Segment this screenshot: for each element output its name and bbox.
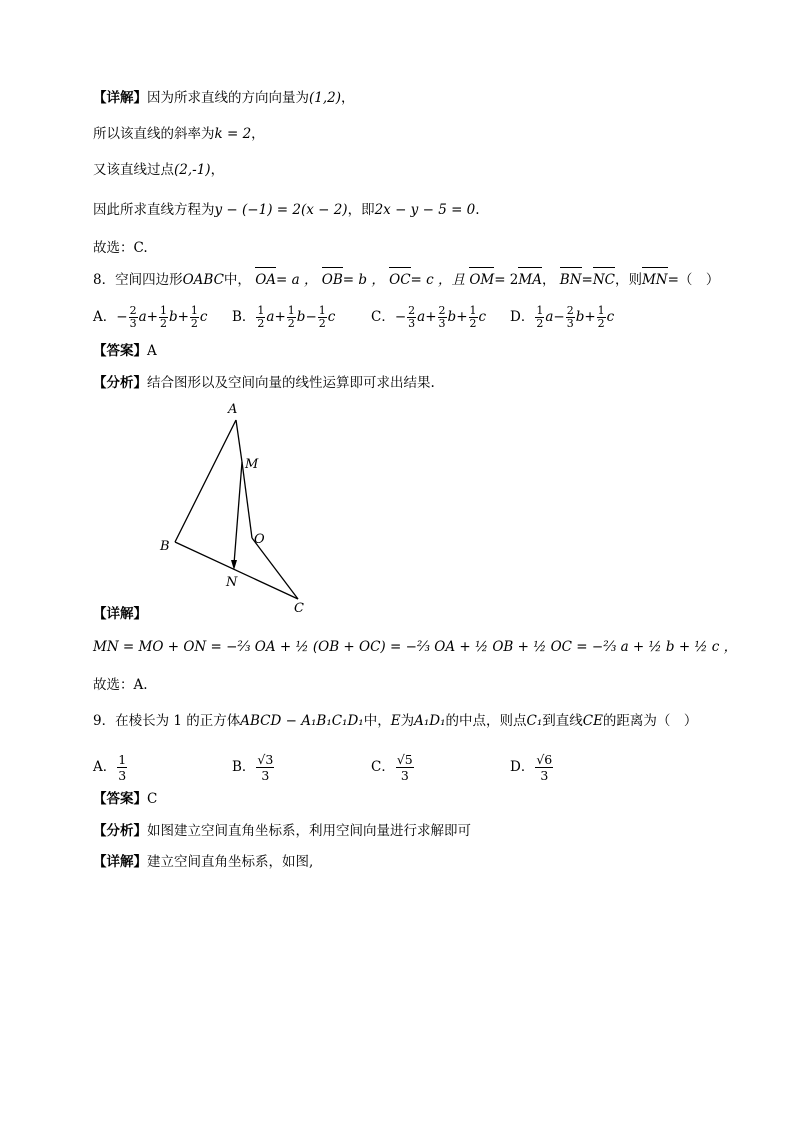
- fraction: $\frac{1}{2}$: [597, 304, 605, 330]
- q8-detail-formula: MN = MO + ON = −⅔ OA + ½ (OB + OC) = −⅔ OA + ½ OB + ½ OC = −⅔ a + ½ b + ½ c ，: [93, 639, 738, 655]
- q9-option-d: D． $\frac{√6}{3}$: [510, 752, 553, 783]
- q7-point-line: 又该直线过点(2,-1)，: [93, 162, 225, 178]
- q9-option-b: B． $\frac{√3}{3}$: [232, 752, 274, 783]
- fraction: $\frac{2}{3}$: [129, 304, 137, 330]
- label-A: A: [228, 402, 238, 417]
- fraction: $\frac{1}{3}$: [118, 752, 127, 783]
- q7-slope-line: 所以该直线的斜率为k = 2，: [93, 126, 265, 142]
- label-O: O: [254, 532, 265, 547]
- q8-analysis: 【分析】结合图形以及空间向量的线性运算即可求出结果.: [93, 375, 435, 391]
- q8-stem: 8．空间四边形OABC中， OA= a ， OB= b ， OC= c ，且 OM= 2MA， BN=NC，则MN=（ ）: [93, 272, 720, 288]
- fraction: $\frac{2}{3}$: [438, 304, 446, 330]
- q8-choice: 故选：A.: [93, 677, 148, 693]
- fraction: $\frac{1}{2}$: [469, 304, 477, 330]
- label-C: C: [294, 601, 304, 616]
- q8-answer: 【答案】A: [93, 343, 157, 359]
- label-B: B: [160, 539, 170, 554]
- label-N: N: [226, 575, 238, 590]
- fraction: $\frac{1}{2}$: [257, 304, 265, 330]
- fraction: $\frac{1}{2}$: [287, 304, 295, 330]
- label-M: M: [245, 457, 259, 472]
- q7-choice-line: 故选：C.: [93, 240, 148, 256]
- q8-option-c: C．− $\frac{2}{3}$ a+ $\frac{2}{3}$ b+ $\frac{1}{2}$ c: [371, 304, 487, 330]
- fraction: $\frac{1}{2}$: [190, 304, 198, 330]
- fraction: $\frac{1}{2}$: [159, 304, 167, 330]
- fraction: $\frac{1}{2}$: [318, 304, 326, 330]
- fraction: $\frac{√5}{3}$: [396, 752, 413, 783]
- q8-option-a: A．− $\frac{2}{3}$ a+ $\frac{1}{2}$ b+ $\frac{1}{2}$ c: [93, 304, 208, 330]
- detail-tag: 【详解】: [93, 90, 147, 106]
- q9-detail: 【详解】建立空间直角坐标系，如图,: [93, 854, 314, 870]
- fraction: $\frac{1}{2}$: [536, 304, 544, 330]
- q8-figure: [150, 398, 330, 618]
- q9-option-c: C． $\frac{√5}{3}$: [371, 752, 413, 783]
- q8-option-b: B． $\frac{1}{2}$ a+ $\frac{1}{2}$ b− $\frac{1}{2}$ c: [232, 304, 336, 330]
- q8-detail-tag: 【详解】: [93, 606, 147, 622]
- fraction: $\frac{√3}{3}$: [257, 752, 274, 783]
- fraction: $\frac{√6}{3}$: [536, 752, 553, 783]
- q9-stem: 9．在棱长为 1 的正方体ABCD − A₁B₁C₁D₁中，E为A₁D₁的中点，则点C₁到直线CE的距离为（ ）: [93, 713, 698, 729]
- q7-equation-line: 因此所求直线方程为y − (−1) = 2(x − 2)，即2x − y − 5 = 0.: [93, 202, 480, 218]
- fraction: $\frac{2}{3}$: [566, 304, 574, 330]
- q9-analysis: 【分析】如图建立空间直角坐标系，利用空间向量进行求解即可: [93, 823, 471, 839]
- q8-option-d: D． $\frac{1}{2}$ a− $\frac{2}{3}$ b+ $\frac{1}{2}$ c: [510, 304, 615, 330]
- q9-option-a: A． $\frac{1}{3}$: [93, 752, 127, 783]
- fraction: $\frac{2}{3}$: [408, 304, 416, 330]
- q7-detail-line: 【详解】因为所求直线的方向向量为(1,2)，: [93, 90, 355, 106]
- q9-answer: 【答案】C: [93, 791, 158, 807]
